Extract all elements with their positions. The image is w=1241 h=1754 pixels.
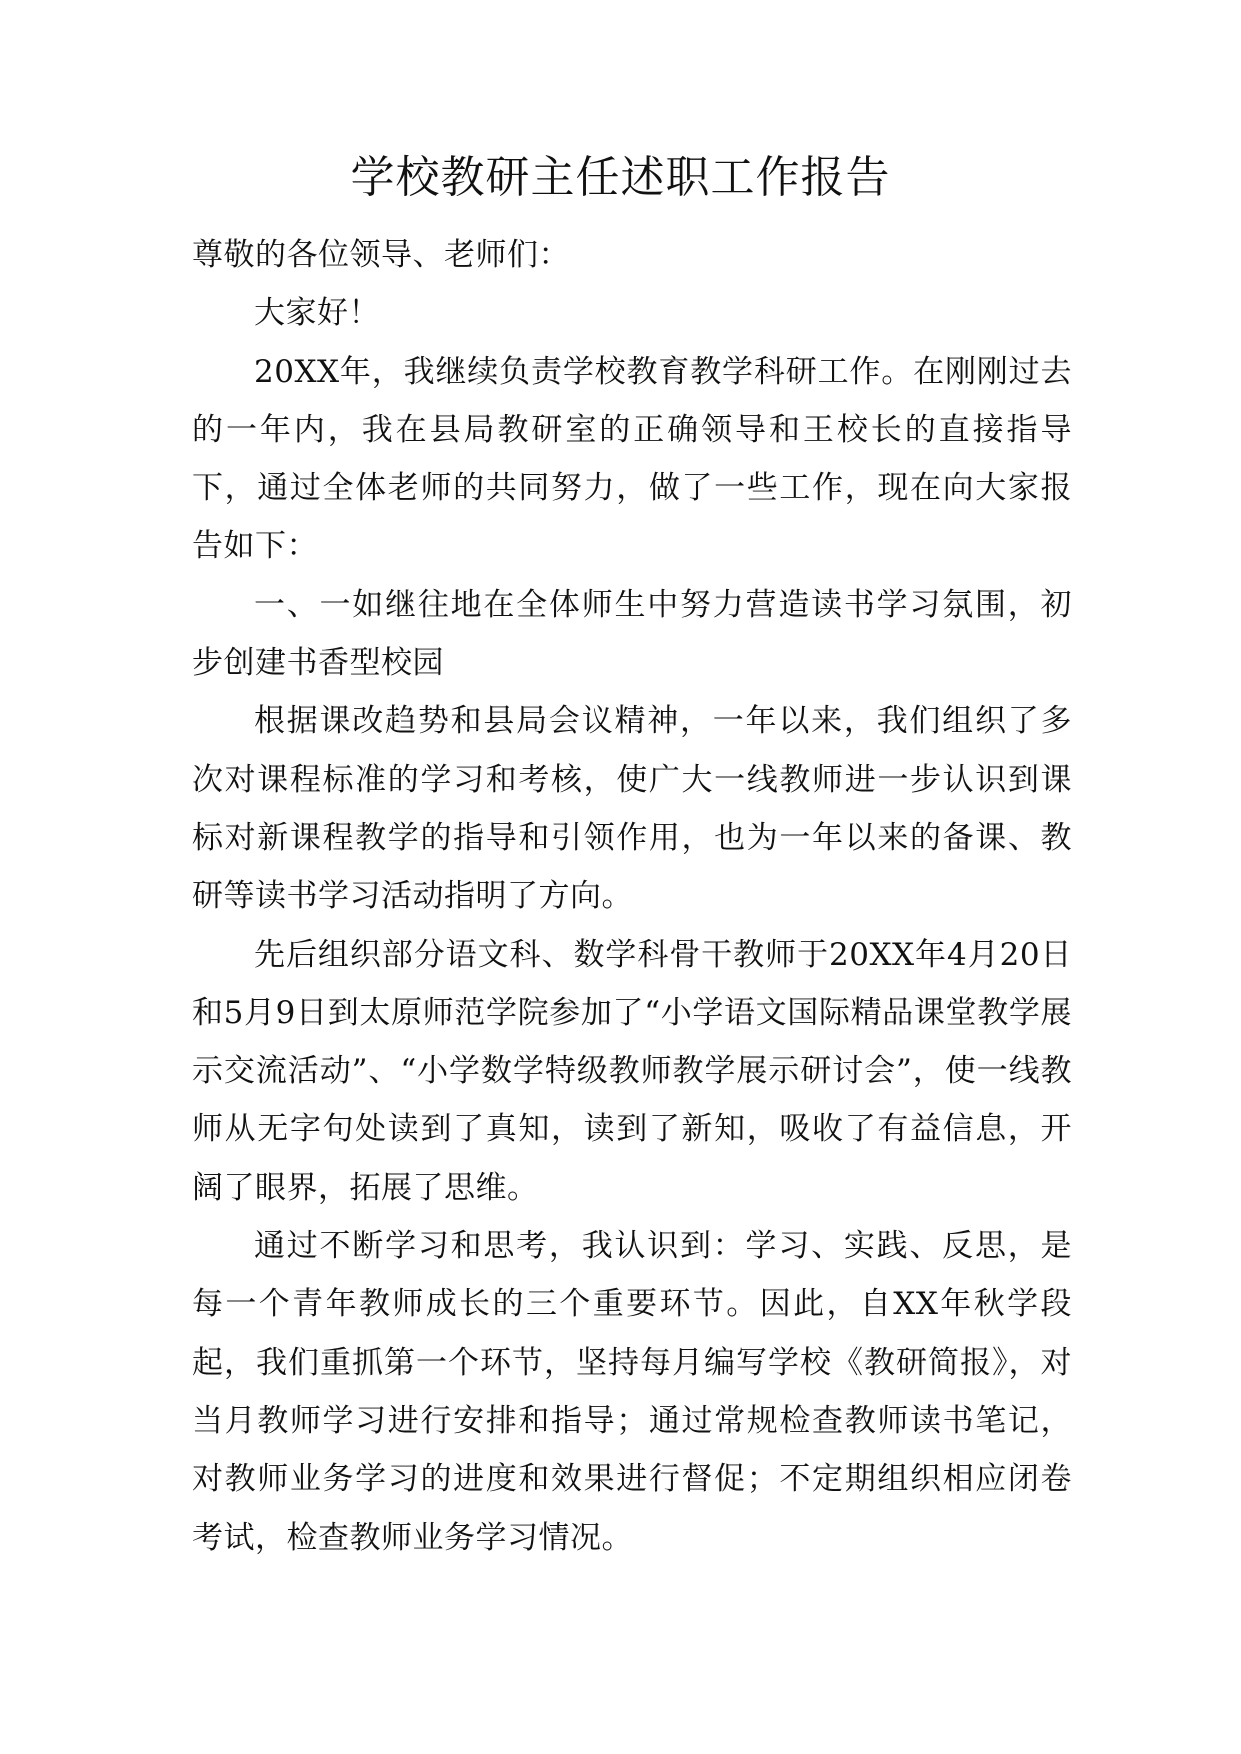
salutation: 尊敬的各位领导、老师们： [192, 237, 570, 273]
paragraph-training-activities: 先后组织部分语文科、数学科骨干教师于20XX年4月20日和5月9日到太原师范学院参加了“小学语文国际精品课堂教学展示交流活动”、“小学数学特级教师教学展示研讨会”，使一线教师从无字句处读到了真知，读到了新知，吸收了有益信息，开阔了眼界，拓展了思维。 [192, 936, 1072, 1206]
document-body [192, 226, 1072, 1567]
document-title: 学校教研主任述职工作报告 [350, 152, 891, 203]
paragraph-learning-reflection: 通过不断学习和思考，我认识到：学习、实践、反思，是每一个青年教师成长的三个重要环节。因此，自XX年秋学段起，我们重抓第一个环节，坚持每月编写学校《教研简报》，对当月教师学习进行安排和指导；通过常规检查教师读书笔记，对教师业务学习的进度和效果进行督促；不定期组织相应闭卷考试，检查教师业务学习情况。 [192, 1228, 1072, 1556]
paragraph-curriculum-study: 根据课改趋势和县局会议精神，一年以来，我们组织了多次对课程标准的学习和考核，使广大一线教师进一步认识到课标对新课程教学的指导和引领作用，也为一年以来的备课、教研等读书学习活动指明了方向。 [192, 703, 1072, 915]
paragraph-intro: 20XX年，我继续负责学校教育教学科研工作。在刚刚过去的一年内，我在县局教研室的正确领导和王校长的直接指导下，通过全体老师的共同努力，做了一些工作，现在向大家报告如下： [192, 353, 1072, 565]
paragraph-greeting: 大家好！ [254, 295, 380, 332]
section-heading-1: 一、一如继往地在全体师生中努力营造读书学习氛围，初步创建书香型校园 [192, 586, 1072, 682]
